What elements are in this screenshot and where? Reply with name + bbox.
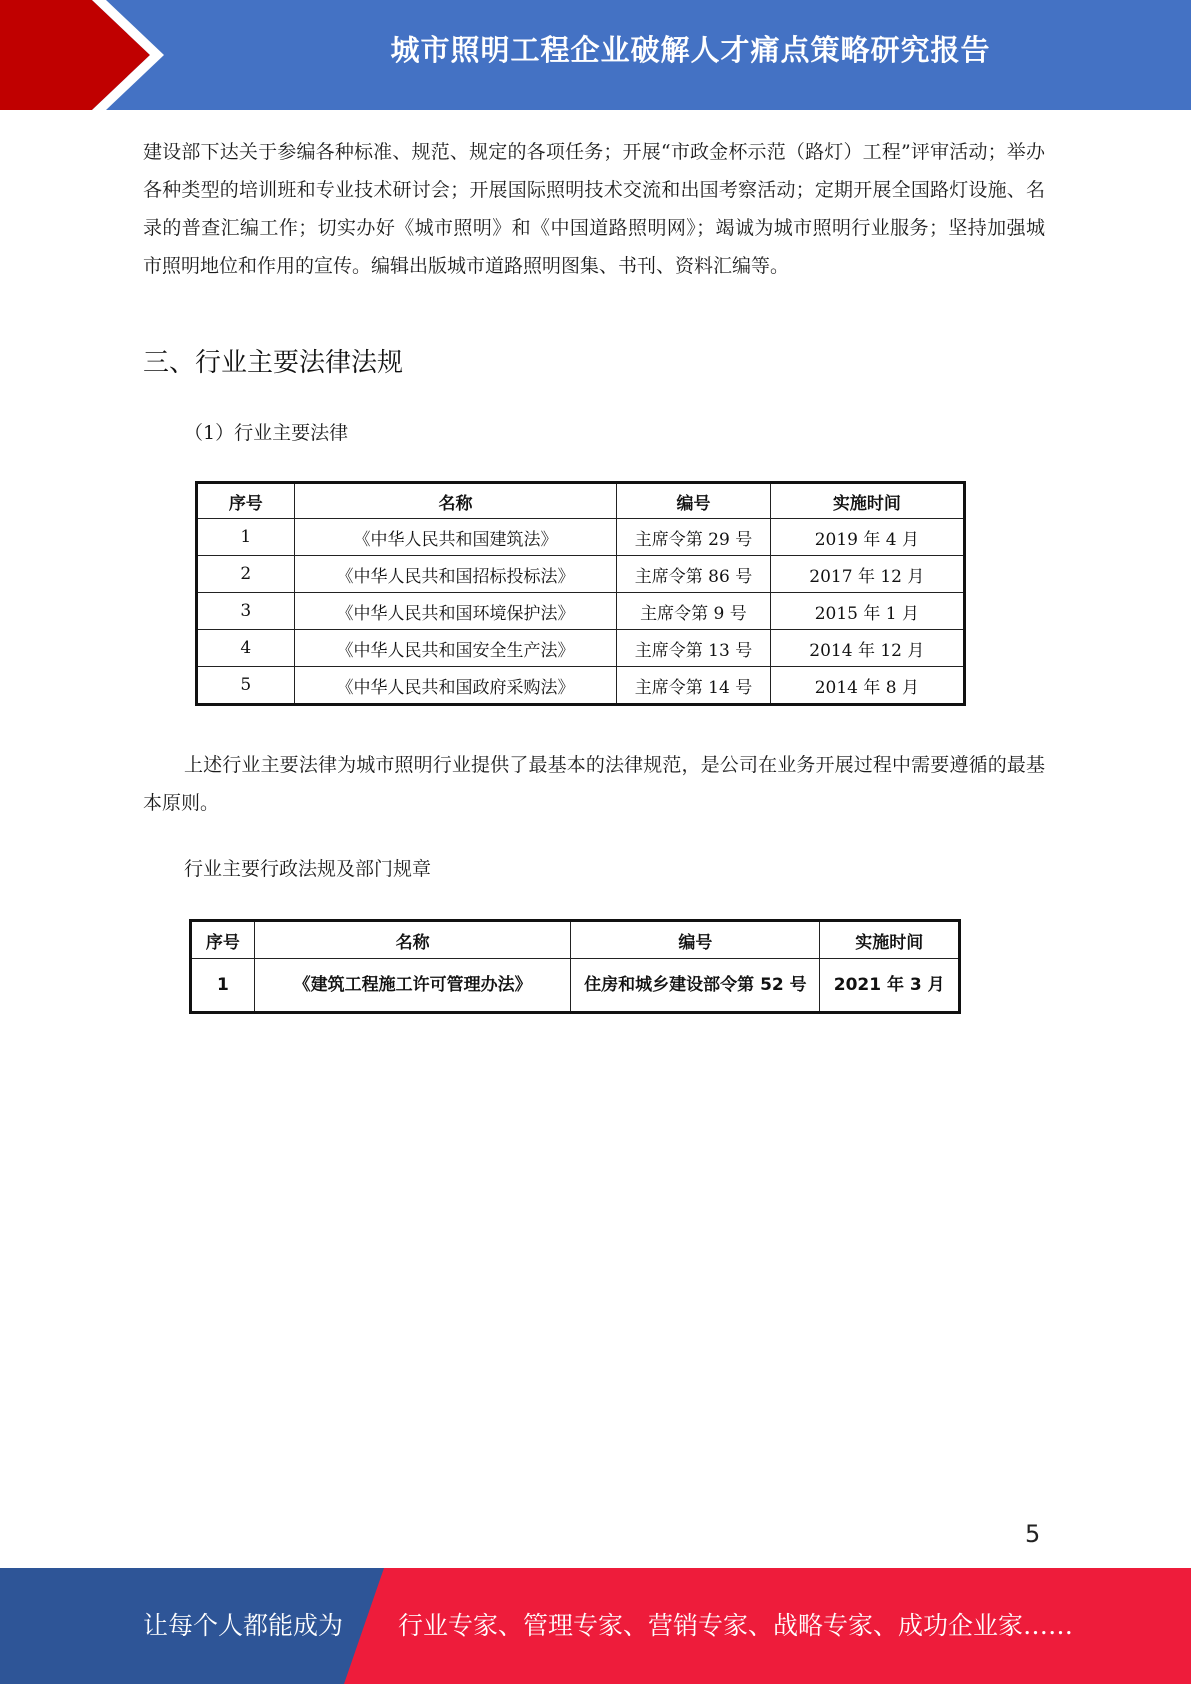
section-heading: 三、行业主要法律法规 [143,348,404,378]
header-number: 编号 [571,921,820,959]
report-title: 城市照明工程企业破解人才痛点策略研究报告 [390,33,991,67]
cell-number: 主席令第 9 号 [617,593,770,630]
regulations-table [189,919,961,1014]
cell-index: 4 [197,630,295,667]
header-name: 名称 [254,921,571,959]
table-row [197,556,965,593]
cell-index: 1 [197,519,295,556]
page-footer [0,1568,1191,1684]
table-row [191,959,960,1013]
header-index: 序号 [191,921,255,959]
page-number: 5 [1025,1520,1041,1548]
footer-slogan-left: 让每个人都能成为 [143,1611,344,1640]
header-number: 编号 [617,483,770,519]
cell-index: 5 [197,667,295,705]
page-header [0,0,1191,110]
cell-index: 2 [197,556,295,593]
cell-date: 2014 年 12 月 [770,630,964,667]
laws-table [195,481,966,706]
table-row [197,630,965,667]
cell-name: 《建筑工程施工许可管理办法》 [254,959,571,1013]
cell-number: 住房和城乡建设部令第 52 号 [571,959,820,1013]
table-row [197,593,965,630]
cell-name: 《中华人民共和国建筑法》 [294,519,617,556]
table-header-row [197,483,965,519]
header-index: 序号 [197,483,295,519]
cell-index: 1 [191,959,255,1013]
cell-number: 主席令第 86 号 [617,556,770,593]
table-row [197,667,965,705]
cell-name: 《中华人民共和国安全生产法》 [294,630,617,667]
header-name: 名称 [294,483,617,519]
cell-index: 3 [197,593,295,630]
header-effective-date: 实施时间 [820,921,960,959]
footer-slogan-right: 行业专家、管理专家、营销专家、战略专家、成功企业家…… [398,1611,1074,1640]
cell-date: 2021 年 3 月 [820,959,960,1013]
cell-date: 2014 年 8 月 [770,667,964,705]
cell-number: 主席令第 29 号 [617,519,770,556]
cell-date: 2019 年 4 月 [770,519,964,556]
cell-date: 2017 年 12 月 [770,556,964,593]
laws-summary-paragraph: 上述行业主要法律为城市照明行业提供了最基本的法律规范，是公司在业务开展过程中需要遵循的最基本原则。 [143,754,1045,814]
header-effective-date: 实施时间 [770,483,964,519]
cell-name: 《中华人民共和国政府采购法》 [294,667,617,705]
cell-name: 《中华人民共和国招标投标法》 [294,556,617,593]
cell-date: 2015 年 1 月 [770,593,964,630]
table-header-row [191,921,960,959]
intro-paragraph: 建设部下达关于参编各种标准、规范、规定的各项任务；开展“市政金杯示范（路灯）工程”评审活动；举办各种类型的培训班和专业技术研讨会；开展国际照明技术交流和出国考察活动；定期开展全国路灯设施、名录的普查汇编工作；切实办好《城市照明》和《中国道路照明网》；竭诚为城市照明行业服务；坚持加强城市照明地位和作用的宣传。编辑出版城市道路照明图集、书刊、资料汇编等。 [143,141,1045,277]
regulations-label: 行业主要行政法规及部门规章 [184,858,432,880]
cell-number: 主席令第 14 号 [617,667,770,705]
laws-label: （1）行业主要法律 [184,422,349,444]
table-row [197,519,965,556]
cell-number: 主席令第 13 号 [617,630,770,667]
cell-name: 《中华人民共和国环境保护法》 [294,593,617,630]
